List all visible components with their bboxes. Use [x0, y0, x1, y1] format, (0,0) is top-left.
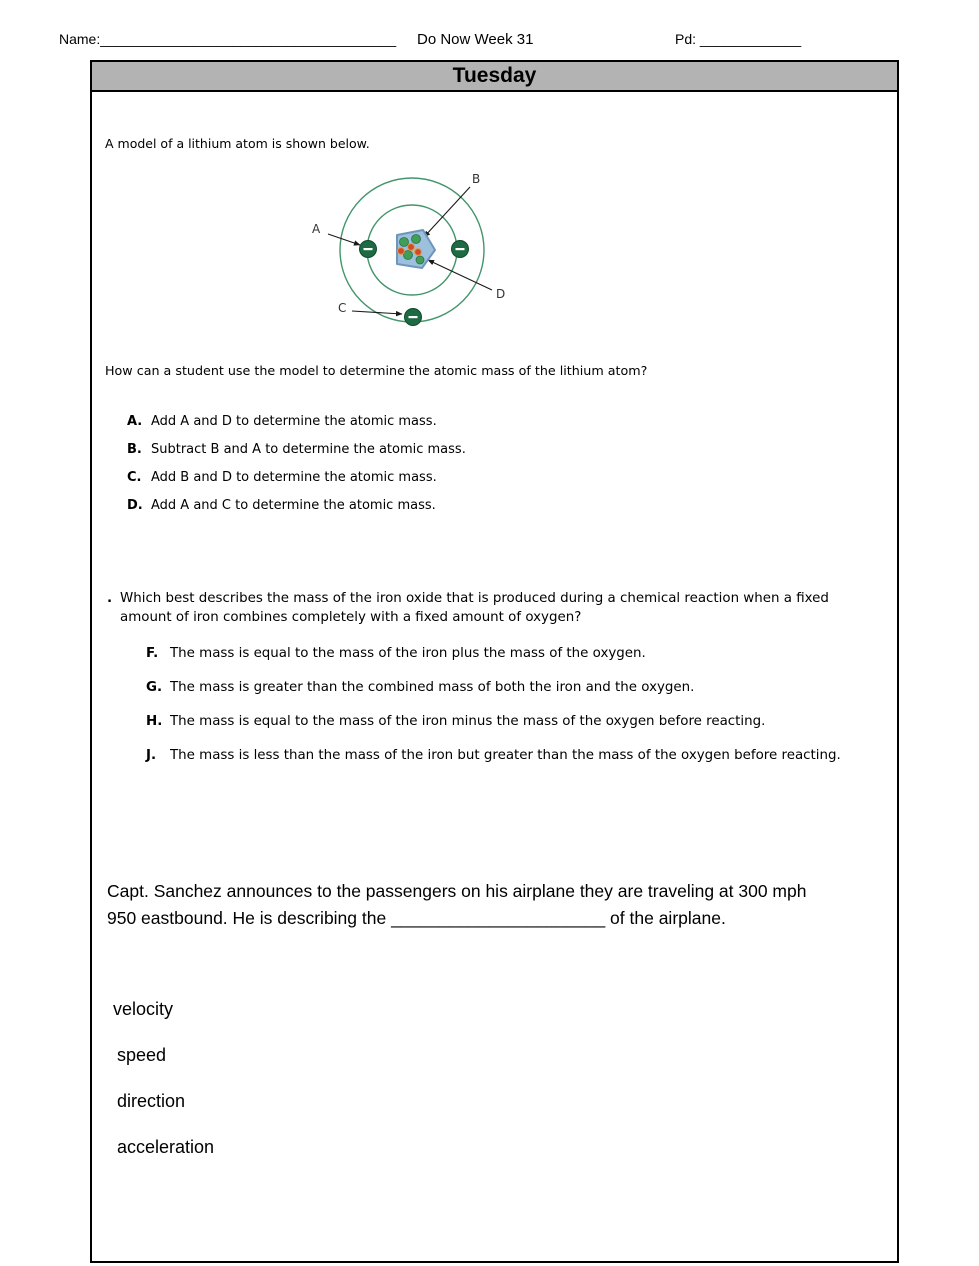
diagram-label-c: C [338, 301, 347, 315]
neutron-particle [416, 256, 424, 264]
q1-question: How can a student use the model to determine the atomic mass of the lithium atom? [105, 363, 648, 378]
electron-left [360, 241, 377, 258]
option-velocity: velocity [113, 999, 174, 1019]
choice-text: The mass is less than the mass of the iron but greater than the mass of the oxygen before reacting. [170, 748, 841, 764]
answer-choice-c [127, 470, 466, 485]
minus-icon [409, 316, 418, 318]
choice-text: Add A and D to determine the atomic mass. [151, 414, 437, 429]
answer-choice-j [146, 747, 846, 765]
answer-choice-b [127, 442, 466, 457]
q1-answer-choices [127, 414, 466, 513]
electron-right [452, 241, 469, 258]
answer-choice-f [146, 645, 846, 663]
choice-letter: A. [127, 414, 143, 429]
answer-choice-a [127, 414, 466, 429]
choice-text: The mass is greater than the combined mass of both the iron and the oxygen. [170, 680, 695, 696]
name-blank: Name:______________________________________ [59, 31, 397, 47]
choice-letter: G. [146, 680, 163, 696]
option-acceleration: acceleration [117, 1137, 215, 1157]
lithium-atom-diagram [302, 165, 532, 335]
q2-answer-choices [146, 645, 846, 765]
choice-text: The mass is equal to the mass of the iron minus the mass of the oxygen before reacting. [170, 714, 766, 730]
proton-particle [415, 249, 422, 256]
choice-letter: B. [127, 442, 142, 457]
day-banner [92, 62, 897, 92]
day-banner-label: Tuesday [452, 64, 537, 87]
neutron-particle [412, 235, 421, 244]
choice-letter: H. [146, 714, 163, 730]
q2-bullet: . [107, 591, 113, 606]
minus-icon [456, 248, 465, 250]
choice-text: Add B and D to determine the atomic mass. [151, 470, 437, 485]
choice-letter: J. [146, 748, 157, 764]
proton-particle [408, 244, 415, 251]
electron-bottom [405, 309, 422, 326]
diagram-label-b: B [472, 172, 481, 186]
answer-choice-d [127, 498, 466, 513]
neutron-particle [400, 238, 409, 247]
q2-question [107, 590, 847, 627]
answer-choice-h [146, 713, 846, 731]
diagram-label-a: A [312, 222, 321, 236]
choice-letter: D. [127, 498, 143, 513]
choice-text: The mass is equal to the mass of the iron plus the mass of the oxygen. [170, 646, 646, 661]
answer-choice-g [146, 679, 846, 697]
q2-question-text: Which best describes the mass of the iron oxide that is produced during a chemical reaction when a fixed amount of iron combines completely with a fixed amount of oxygen? [120, 591, 829, 625]
choice-letter: F. [146, 646, 159, 661]
neutron-particle [404, 251, 413, 260]
worksheet-title: Do Now Week 31 [417, 31, 534, 48]
choice-text: Add A and C to determine the atomic mass. [151, 498, 436, 513]
choice-letter: C. [127, 470, 142, 485]
period-blank: Pd: _____________ [675, 31, 802, 47]
option-speed: speed [117, 1045, 167, 1065]
q1-intro: A model of a lithium atom is shown below. [105, 136, 370, 151]
choice-text: Subtract B and A to determine the atomic mass. [151, 442, 466, 457]
q3-question: Capt. Sanchez announces to the passengers on his airplane they are traveling at 300 mph 950 eastbound. He is describing the ______________________ of the airplane. [107, 881, 807, 928]
q3-options [113, 999, 214, 1158]
label-a-arrow [328, 234, 360, 245]
label-b-arrow [424, 187, 470, 237]
proton-particle [398, 248, 405, 255]
nucleus [397, 230, 435, 268]
minus-icon [364, 248, 373, 250]
diagram-label-d: D [496, 287, 506, 301]
option-direction: direction [117, 1091, 186, 1111]
worksheet-box [90, 60, 899, 1263]
